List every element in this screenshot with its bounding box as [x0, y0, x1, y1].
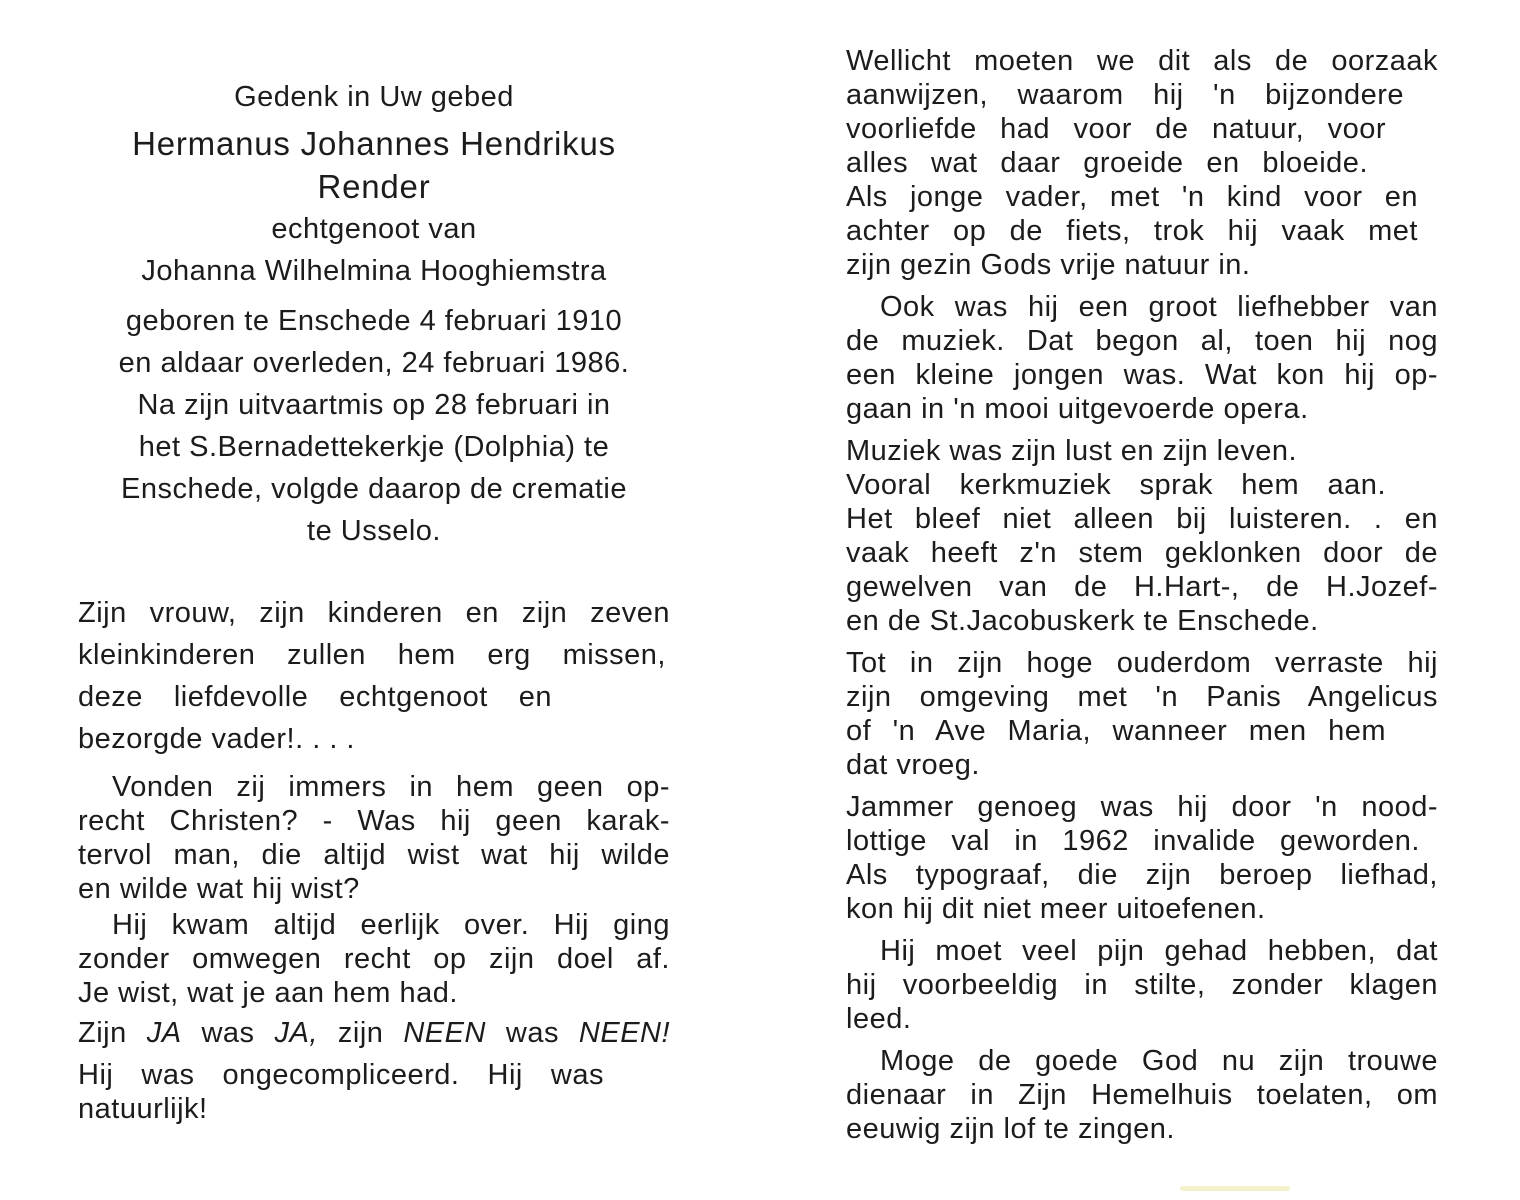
body-line: recht Christen? - Was hij geen karak-	[78, 805, 670, 837]
body-line: Vooral kerkmuziek sprak hem aan.	[846, 469, 1386, 501]
detail-line: het S.Bernadettekerkje (Dolphia) te	[138, 431, 610, 463]
body-line: bezorgde vader!. . . .	[78, 723, 355, 755]
body-line: lottige val in 1962 invalide geworden.	[846, 825, 1420, 857]
body-line: alles wat daar groeide en bloeide.	[846, 147, 1368, 179]
body-line: gewelven van de H.Hart-, de H.Jozef-	[846, 571, 1438, 603]
body-line: Je wist, wat je aan hem had.	[78, 977, 458, 1009]
detail-line: te Usselo.	[307, 515, 441, 547]
spouse-prefix: echtgenoot van	[271, 213, 477, 245]
body-line: aanwijzen, waarom hij 'n bijzondere	[846, 79, 1404, 111]
body-line: deze liefdevolle echtgenoot en	[78, 681, 552, 713]
body-line: een kleine jongen was. Wat kon hij op-	[846, 359, 1438, 391]
detail-line: Enschede, volgde daarop de crematie	[121, 473, 627, 505]
body-line: Als typograaf, die zijn beroep liefhad,	[846, 859, 1438, 891]
body-line: Wellicht moeten we dit als de oorzaak	[846, 45, 1438, 77]
intro-line: Gedenk in Uw gebed	[234, 81, 514, 113]
body-line: kleinkinderen zullen hem erg missen,	[78, 639, 666, 671]
body-line: vaak heeft z'n stem geklonken door de	[846, 537, 1438, 569]
body-line: Hij was ongecompliceerd. Hij was	[78, 1059, 604, 1091]
body-line: Het bleef niet alleen bij luisteren. . en	[846, 503, 1438, 535]
body-line: tervol man, die altijd wist wat hij wilde	[78, 839, 670, 871]
body-line: en wilde wat hij wist?	[78, 873, 360, 905]
body-line: gaan in 'n mooi uitgevoerde opera.	[846, 393, 1309, 425]
ja-neen-word: JA,	[274, 1017, 318, 1049]
ja-neen-word: NEEN!	[578, 1017, 671, 1049]
body-line: eeuwig zijn lof te zingen.	[846, 1113, 1175, 1145]
deceased-name-line-2: Render	[317, 168, 431, 205]
body-line: dienaar in Zijn Hemelhuis toelaten, om	[846, 1079, 1438, 1111]
body-line: voorliefde had voor de natuur, voor	[846, 113, 1386, 145]
body-line: Muziek was zijn lust en zijn leven.	[846, 435, 1298, 467]
body-line: hij voorbeeldig in stilte, zonder klagen	[846, 969, 1438, 1001]
body-line: Jammer genoeg was hij door 'n nood-	[846, 791, 1438, 823]
body-line: zonder omwegen recht op zijn doel af.	[78, 943, 670, 975]
ja-neen-word: NEEN	[403, 1017, 486, 1049]
deceased-name-line-1: Hermanus Johannes Hendrikus	[132, 125, 616, 162]
detail-line: Na zijn uitvaartmis op 28 februari in	[137, 389, 611, 421]
ja-neen-word: JA	[146, 1017, 182, 1049]
detail-line: en aldaar overleden, 24 februari 1986.	[118, 347, 630, 379]
body-line: dat vroeg.	[846, 749, 980, 781]
ja-neen-word: was	[201, 1017, 255, 1049]
body-line: Zijn vrouw, zijn kinderen en zijn zeven	[78, 597, 670, 629]
body-line: Als jonge vader, met 'n kind voor en	[846, 181, 1418, 213]
detail-line: geboren te Enschede 4 februari 1910	[125, 305, 623, 337]
body-line: kon hij dit niet meer uitoefenen.	[846, 893, 1266, 925]
body-line: Hij moet veel pijn gehad hebben, dat	[880, 935, 1438, 967]
body-line: achter op de fiets, trok hij vaak met	[846, 215, 1418, 247]
body-line: Tot in zijn hoge ouderdom verraste hij	[846, 647, 1438, 679]
body-line: of 'n Ave Maria, wanneer men hem	[846, 715, 1386, 747]
body-line: en de St.Jacobuskerk te Enschede.	[846, 605, 1319, 637]
body-line: Vonden zij immers in hem geen op-	[112, 771, 670, 803]
body-line: Hij kwam altijd eerlijk over. Hij ging	[112, 909, 670, 941]
body-line: de muziek. Dat begon al, toen hij nog	[846, 325, 1438, 357]
body-line: leed.	[846, 1003, 912, 1035]
ja-neen-word: was	[505, 1017, 559, 1049]
body-line: Ook was hij een groot liefhebber van	[880, 291, 1438, 323]
spouse-name: Johanna Wilhelmina Hooghiemstra	[141, 255, 607, 287]
ja-neen-word: zijn	[337, 1017, 384, 1049]
body-line: Moge de goede God nu zijn trouwe	[880, 1045, 1438, 1077]
body-line: zijn omgeving met 'n Panis Angelicus	[846, 681, 1438, 713]
ja-neen-word: Zijn	[78, 1017, 127, 1049]
paper-smudge	[1180, 1186, 1290, 1191]
ja-neen-line	[78, 1016, 670, 1050]
body-line: zijn gezin Gods vrije natuur in.	[846, 249, 1251, 281]
body-line: natuurlijk!	[78, 1093, 208, 1125]
